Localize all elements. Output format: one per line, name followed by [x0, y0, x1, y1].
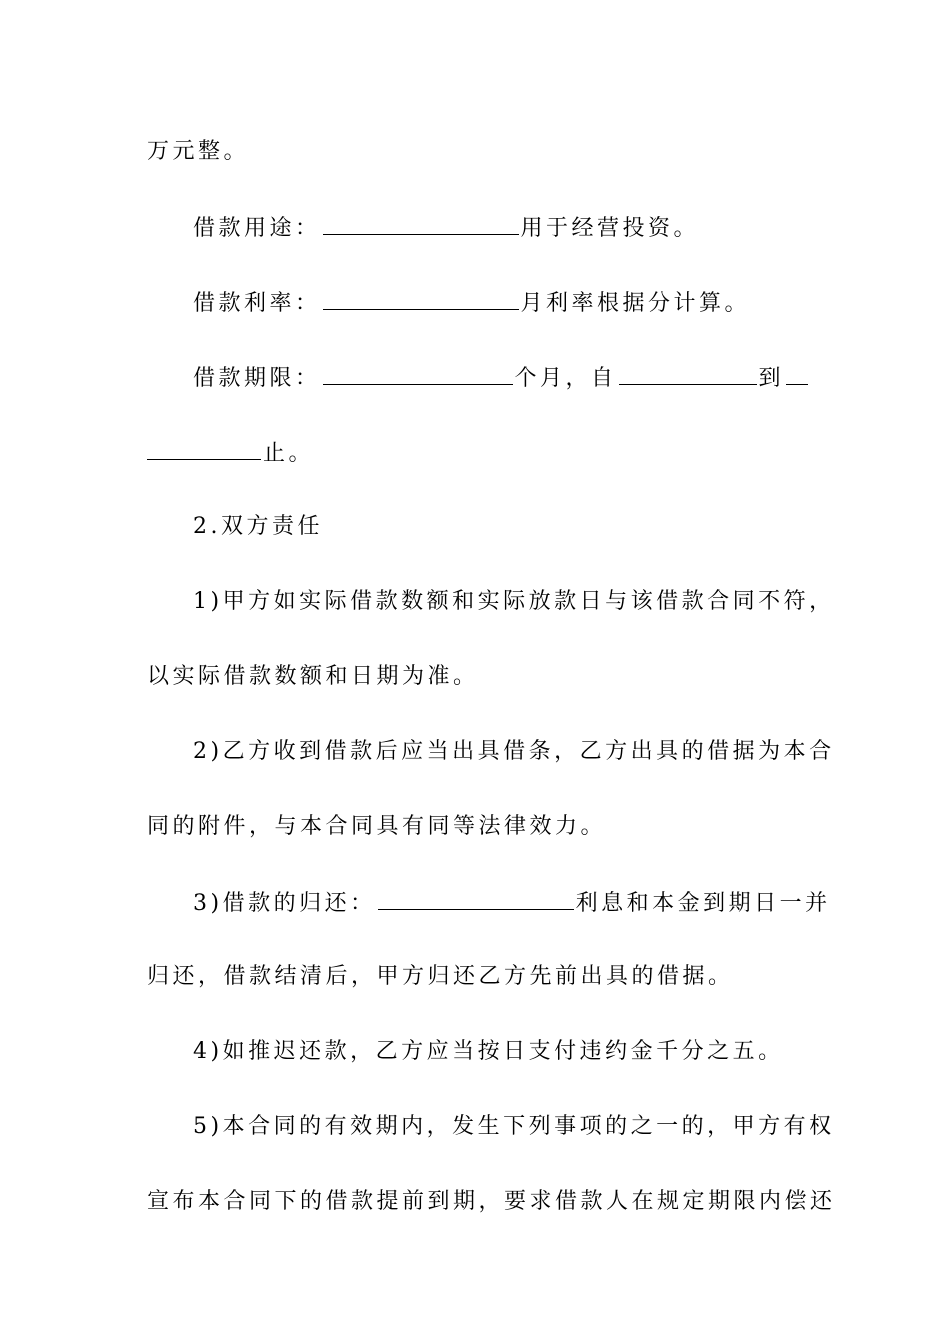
text: 利息和本金到期日一并 — [575, 891, 831, 916]
text: 5)本合同的有效期内，发生下列事项的之一的，甲方有权 — [193, 1114, 835, 1139]
text: 以实际借款数额和日期为准。 — [147, 664, 479, 689]
blank-field — [323, 362, 513, 385]
text-line — [147, 137, 807, 167]
text: 止。 — [263, 441, 315, 466]
text: 同的附件，与本合同具有同等法律效力。 — [147, 814, 607, 839]
text-line — [147, 437, 807, 469]
text: 1)甲方如实际借款数额和实际放款日与该借款合同不符， — [193, 589, 835, 614]
loan-purpose-line — [193, 212, 807, 244]
text-line — [147, 1187, 836, 1217]
text-line — [193, 587, 835, 617]
label: 3)借款的归还： — [193, 891, 376, 916]
text-line — [193, 1037, 807, 1067]
text: 个月，自 — [514, 366, 617, 391]
text: 2)乙方收到借款后应当出具借条，乙方出具的借据为本合 — [193, 739, 835, 764]
label: 借款期限： — [193, 366, 321, 391]
loan-rate-line — [193, 287, 807, 319]
text: 宣布本合同下的借款提前到期，要求借款人在规定期限内偿还 — [147, 1189, 836, 1214]
repayment-line — [193, 887, 831, 919]
section-heading — [193, 512, 807, 542]
text-line — [193, 1112, 835, 1142]
text-line — [147, 812, 807, 842]
label: 借款用途： — [193, 216, 321, 241]
blank-field — [619, 362, 757, 385]
text-line — [193, 737, 835, 767]
text: 月利率根据分计算。 — [520, 291, 751, 316]
text-line — [147, 962, 807, 992]
blank-field — [147, 437, 261, 460]
text-line — [147, 662, 807, 692]
blank-field — [323, 212, 519, 235]
text: 归还，借款结清后，甲方归还乙方先前出具的借据。 — [147, 964, 734, 989]
blank-field — [378, 887, 574, 910]
blank-field — [323, 287, 519, 310]
text: 4)如推迟还款，乙方应当按日支付违约金千分之五。 — [193, 1039, 784, 1064]
text: 到 — [758, 366, 785, 391]
text: 用于经营投资。 — [520, 216, 700, 241]
label: 借款利率： — [193, 291, 321, 316]
text: 万元整。 — [147, 139, 250, 164]
blank-field — [786, 362, 808, 385]
loan-term-line — [193, 362, 807, 394]
text: 2.双方责任 — [193, 514, 323, 539]
